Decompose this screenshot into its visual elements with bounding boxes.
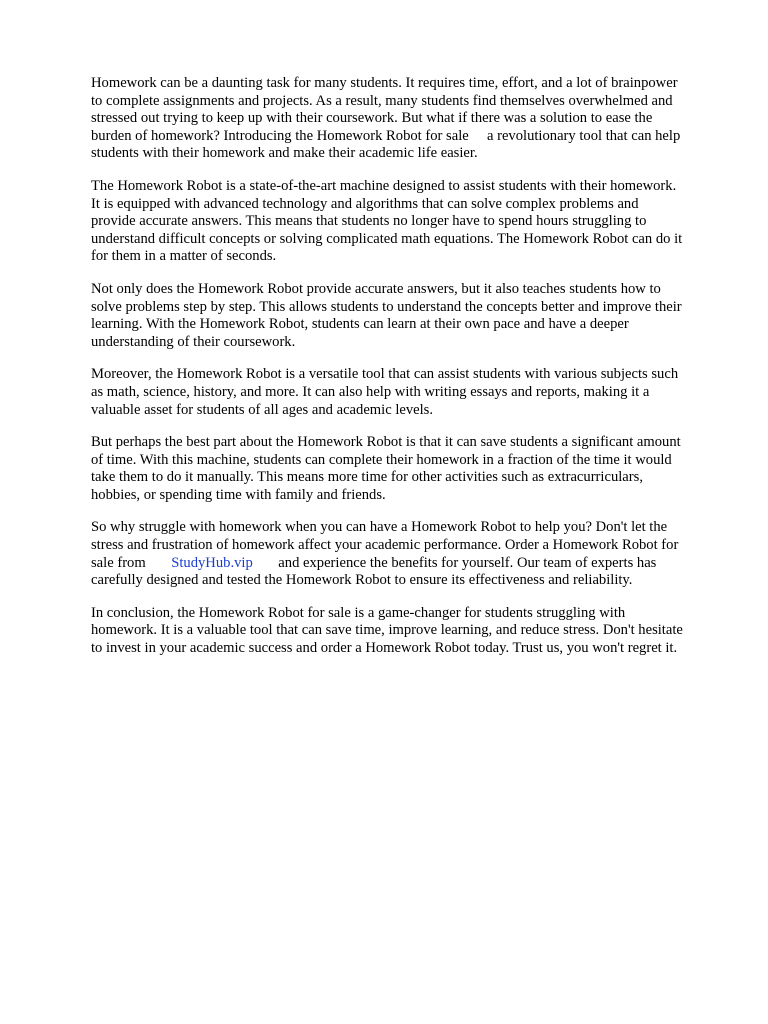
text-line: of time. With this machine, students can complete their homework in a fraction of the time it would xyxy=(91,451,672,468)
text-line: But perhaps the best part about the Homework Robot is that it can save students a significant amount xyxy=(91,434,681,451)
paragraph-teaching xyxy=(91,281,731,351)
text-line: Homework can be a daunting task for many students. It requires time, effort, and a lot of brainpower xyxy=(91,75,678,91)
text-line: hobbies, or spending time with family and friends. xyxy=(91,486,386,503)
text-line: learning. With the Homework Robot, students can learn at their own pace and have a deeper xyxy=(91,316,629,333)
text-line-with-link xyxy=(91,555,731,573)
text-line: stressed out trying to keep up with their coursework. But what if there was a solution to ease the xyxy=(91,110,653,127)
text-line: to invest in your academic success and order a Homework Robot today. Trust us, you won't regret it. xyxy=(91,640,678,657)
paragraph-intro xyxy=(91,75,731,163)
text-line: Not only does the Homework Robot provide accurate answers, but it also teaches students how to xyxy=(91,280,661,297)
text-line: to complete assignments and projects. As a result, many students find themselves overwhelmed and xyxy=(91,92,673,109)
document-body xyxy=(91,75,731,673)
text-line: take them to do it manually. This means more time for other activities such as extracurriculars, xyxy=(91,469,643,486)
text-line: understanding of their coursework. xyxy=(91,333,296,350)
text-line: provide accurate answers. This means that students no longer have to spend hours struggling to xyxy=(91,213,647,230)
text-line: So why struggle with homework when you can have a Homework Robot to help you? Don't let the xyxy=(91,519,668,536)
text-line: students with their homework and make their academic life easier. xyxy=(91,145,478,162)
text-line: burden of homework? Introducing the Homework Robot for sale a revolutionary tool that can help xyxy=(91,127,681,144)
text-line: valuable asset for students of all ages and academic levels. xyxy=(91,401,434,418)
link-line-prefix: sale from xyxy=(91,554,172,571)
text-line: solve problems step by step. This allows students to understand the concepts better and improve their xyxy=(91,298,682,315)
text-line: It is equipped with advanced technology and algorithms that can solve complex problems and xyxy=(91,195,639,212)
text-line: for them in a matter of seconds. xyxy=(91,248,277,265)
text-line: carefully designed and tested the Homework Robot to ensure its effectiveness and reliability. xyxy=(91,572,633,589)
text-line: as math, science, history, and more. It can also help with writing essays and reports, making it a xyxy=(91,383,650,400)
text-line: stress and frustration of homework affect your academic performance. Order a Homework Robot for xyxy=(91,537,679,554)
paragraph-conclusion xyxy=(91,605,731,658)
paragraph-call-to-action xyxy=(91,519,731,589)
paragraph-versatility xyxy=(91,366,731,419)
paragraph-time-saving xyxy=(91,434,731,504)
text-line: homework. It is a valuable tool that can save time, improve learning, and reduce stress. Don't hesitate xyxy=(91,622,683,639)
link-line-suffix: and experience the benefits for yourself. Our team of experts has xyxy=(252,554,657,571)
text-line: understand difficult concepts or solving complicated math equations. The Homework Robot can do it xyxy=(91,230,683,247)
text-line: In conclusion, the Homework Robot for sale is a game-changer for students struggling with xyxy=(91,604,626,621)
text-line: The Homework Robot is a state-of-the-art machine designed to assist students with their homework. xyxy=(91,177,677,194)
paragraph-description xyxy=(91,178,731,266)
studyhub-link[interactable]: StudyHub.vip xyxy=(171,554,253,571)
text-line: Moreover, the Homework Robot is a versatile tool that can assist students with various subjects such xyxy=(91,366,679,383)
